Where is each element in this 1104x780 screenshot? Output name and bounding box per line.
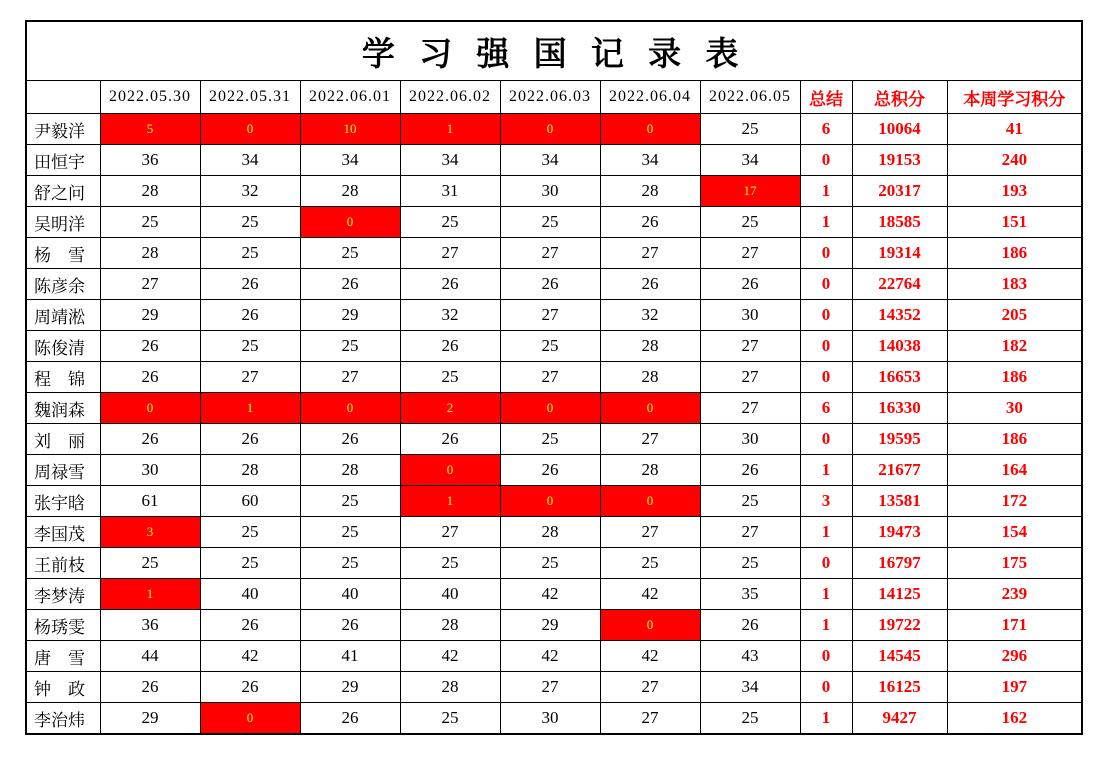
daily-score-highlighted: 0 bbox=[400, 455, 500, 486]
daily-score: 28 bbox=[600, 176, 700, 207]
daily-score: 31 bbox=[400, 176, 500, 207]
table-row bbox=[26, 114, 1082, 145]
daily-score: 27 bbox=[700, 517, 800, 548]
daily-score-highlighted: 1 bbox=[200, 393, 300, 424]
table-row bbox=[26, 703, 1082, 735]
daily-score: 25 bbox=[400, 207, 500, 238]
column-header-date: 2022.05.30 bbox=[100, 81, 200, 114]
daily-score-highlighted: 0 bbox=[100, 393, 200, 424]
daily-score: 26 bbox=[700, 610, 800, 641]
column-header-date: 2022.06.01 bbox=[300, 81, 400, 114]
table-body bbox=[26, 114, 1082, 735]
student-name: 杨琇雯 bbox=[26, 610, 100, 641]
total-points-value: 9427 bbox=[852, 703, 947, 735]
student-name: 李梦涛 bbox=[26, 579, 100, 610]
daily-score: 26 bbox=[200, 269, 300, 300]
daily-score: 25 bbox=[200, 548, 300, 579]
summary-value: 1 bbox=[800, 579, 852, 610]
daily-score: 26 bbox=[200, 424, 300, 455]
summary-value: 3 bbox=[800, 486, 852, 517]
table-row bbox=[26, 362, 1082, 393]
daily-score-highlighted: 2 bbox=[400, 393, 500, 424]
table-row bbox=[26, 176, 1082, 207]
daily-score: 40 bbox=[400, 579, 500, 610]
daily-score: 28 bbox=[100, 238, 200, 269]
daily-score: 26 bbox=[600, 269, 700, 300]
daily-score: 61 bbox=[100, 486, 200, 517]
daily-score: 36 bbox=[100, 145, 200, 176]
daily-score: 32 bbox=[400, 300, 500, 331]
daily-score: 29 bbox=[100, 703, 200, 735]
daily-score: 34 bbox=[300, 145, 400, 176]
total-points-value: 21677 bbox=[852, 455, 947, 486]
daily-score: 28 bbox=[600, 362, 700, 393]
summary-value: 1 bbox=[800, 517, 852, 548]
daily-score-highlighted: 0 bbox=[200, 114, 300, 145]
table-row bbox=[26, 455, 1082, 486]
daily-score: 34 bbox=[700, 672, 800, 703]
week-points-value: 162 bbox=[947, 703, 1082, 735]
daily-score: 25 bbox=[200, 331, 300, 362]
daily-score: 27 bbox=[700, 393, 800, 424]
table-row bbox=[26, 641, 1082, 672]
daily-score: 41 bbox=[300, 641, 400, 672]
summary-value: 6 bbox=[800, 393, 852, 424]
daily-score: 25 bbox=[300, 517, 400, 548]
daily-score: 26 bbox=[200, 672, 300, 703]
daily-score-highlighted: 1 bbox=[400, 486, 500, 517]
week-points-value: 296 bbox=[947, 641, 1082, 672]
student-name: 李国茂 bbox=[26, 517, 100, 548]
daily-score: 25 bbox=[100, 207, 200, 238]
total-points-value: 14038 bbox=[852, 331, 947, 362]
week-points-value: 183 bbox=[947, 269, 1082, 300]
daily-score: 27 bbox=[200, 362, 300, 393]
daily-score: 32 bbox=[600, 300, 700, 331]
daily-score: 27 bbox=[400, 517, 500, 548]
daily-score: 34 bbox=[500, 145, 600, 176]
daily-score: 34 bbox=[400, 145, 500, 176]
column-header-date: 2022.06.05 bbox=[700, 81, 800, 114]
daily-score: 34 bbox=[700, 145, 800, 176]
total-points-value: 20317 bbox=[852, 176, 947, 207]
daily-score: 25 bbox=[500, 424, 600, 455]
daily-score: 25 bbox=[300, 486, 400, 517]
student-name: 魏润森 bbox=[26, 393, 100, 424]
daily-score: 26 bbox=[400, 424, 500, 455]
daily-score: 40 bbox=[200, 579, 300, 610]
daily-score-highlighted: 0 bbox=[300, 207, 400, 238]
total-points-value: 19473 bbox=[852, 517, 947, 548]
daily-score: 26 bbox=[500, 455, 600, 486]
daily-score-highlighted: 0 bbox=[500, 114, 600, 145]
table-row bbox=[26, 331, 1082, 362]
daily-score: 27 bbox=[700, 362, 800, 393]
daily-score: 25 bbox=[700, 548, 800, 579]
daily-score: 25 bbox=[600, 548, 700, 579]
summary-value: 1 bbox=[800, 610, 852, 641]
student-name: 钟 政 bbox=[26, 672, 100, 703]
daily-score: 34 bbox=[600, 145, 700, 176]
table-row bbox=[26, 517, 1082, 548]
week-points-value: 41 bbox=[947, 114, 1082, 145]
table-row bbox=[26, 486, 1082, 517]
summary-value: 0 bbox=[800, 145, 852, 176]
daily-score-highlighted: 0 bbox=[600, 114, 700, 145]
daily-score: 28 bbox=[300, 176, 400, 207]
daily-score: 30 bbox=[500, 703, 600, 735]
week-points-value: 172 bbox=[947, 486, 1082, 517]
student-name: 吴明洋 bbox=[26, 207, 100, 238]
daily-score: 26 bbox=[300, 703, 400, 735]
daily-score-highlighted: 1 bbox=[400, 114, 500, 145]
daily-score: 25 bbox=[700, 114, 800, 145]
table-row bbox=[26, 269, 1082, 300]
daily-score: 26 bbox=[100, 331, 200, 362]
daily-score: 28 bbox=[400, 672, 500, 703]
student-name: 杨 雪 bbox=[26, 238, 100, 269]
daily-score: 25 bbox=[500, 331, 600, 362]
daily-score: 26 bbox=[200, 300, 300, 331]
student-name: 唐 雪 bbox=[26, 641, 100, 672]
total-points-value: 16797 bbox=[852, 548, 947, 579]
total-points-value: 16330 bbox=[852, 393, 947, 424]
daily-score-highlighted: 0 bbox=[500, 486, 600, 517]
daily-score: 29 bbox=[300, 300, 400, 331]
week-points-value: 186 bbox=[947, 362, 1082, 393]
summary-value: 0 bbox=[800, 424, 852, 455]
table-row bbox=[26, 548, 1082, 579]
week-points-value: 171 bbox=[947, 610, 1082, 641]
week-points-value: 240 bbox=[947, 145, 1082, 176]
daily-score: 25 bbox=[300, 238, 400, 269]
summary-value: 1 bbox=[800, 207, 852, 238]
daily-score: 25 bbox=[300, 331, 400, 362]
summary-value: 1 bbox=[800, 176, 852, 207]
daily-score-highlighted: 1 bbox=[100, 579, 200, 610]
daily-score-highlighted: 0 bbox=[200, 703, 300, 735]
total-points-value: 19153 bbox=[852, 145, 947, 176]
daily-score-highlighted: 0 bbox=[600, 393, 700, 424]
student-name: 陈俊清 bbox=[26, 331, 100, 362]
daily-score: 26 bbox=[300, 610, 400, 641]
week-points-value: 186 bbox=[947, 238, 1082, 269]
total-points-value: 19722 bbox=[852, 610, 947, 641]
total-points-value: 13581 bbox=[852, 486, 947, 517]
daily-score: 42 bbox=[500, 579, 600, 610]
study-record-table bbox=[25, 20, 1083, 735]
table-row bbox=[26, 579, 1082, 610]
summary-value: 0 bbox=[800, 548, 852, 579]
daily-score: 27 bbox=[300, 362, 400, 393]
daily-score: 26 bbox=[400, 331, 500, 362]
daily-score: 25 bbox=[300, 548, 400, 579]
table-row bbox=[26, 207, 1082, 238]
daily-score: 26 bbox=[700, 455, 800, 486]
daily-score: 42 bbox=[600, 641, 700, 672]
summary-value: 0 bbox=[800, 269, 852, 300]
daily-score: 28 bbox=[300, 455, 400, 486]
daily-score: 28 bbox=[100, 176, 200, 207]
daily-score: 27 bbox=[600, 672, 700, 703]
week-points-value: 186 bbox=[947, 424, 1082, 455]
total-points-value: 18585 bbox=[852, 207, 947, 238]
daily-score: 27 bbox=[400, 238, 500, 269]
daily-score: 26 bbox=[700, 269, 800, 300]
daily-score: 25 bbox=[700, 703, 800, 735]
column-header-date: 2022.06.04 bbox=[600, 81, 700, 114]
student-name: 周禄雪 bbox=[26, 455, 100, 486]
student-name: 李治炜 bbox=[26, 703, 100, 735]
daily-score: 43 bbox=[700, 641, 800, 672]
daily-score: 26 bbox=[400, 269, 500, 300]
total-points-value: 19314 bbox=[852, 238, 947, 269]
week-points-value: 175 bbox=[947, 548, 1082, 579]
daily-score: 25 bbox=[100, 548, 200, 579]
column-header-total-points: 总积分 bbox=[852, 81, 947, 114]
total-points-value: 14125 bbox=[852, 579, 947, 610]
daily-score: 28 bbox=[200, 455, 300, 486]
daily-score: 28 bbox=[500, 517, 600, 548]
student-name: 周靖淞 bbox=[26, 300, 100, 331]
total-points-value: 14545 bbox=[852, 641, 947, 672]
summary-value: 1 bbox=[800, 703, 852, 735]
daily-score: 28 bbox=[400, 610, 500, 641]
week-points-value: 239 bbox=[947, 579, 1082, 610]
table-row bbox=[26, 393, 1082, 424]
table-row bbox=[26, 672, 1082, 703]
student-name: 刘 丽 bbox=[26, 424, 100, 455]
daily-score-highlighted: 3 bbox=[100, 517, 200, 548]
daily-score: 26 bbox=[600, 207, 700, 238]
daily-score: 27 bbox=[500, 362, 600, 393]
daily-score: 25 bbox=[200, 207, 300, 238]
daily-score: 42 bbox=[200, 641, 300, 672]
summary-value: 0 bbox=[800, 238, 852, 269]
daily-score: 25 bbox=[700, 207, 800, 238]
daily-score: 30 bbox=[700, 424, 800, 455]
summary-value: 1 bbox=[800, 455, 852, 486]
total-points-value: 16653 bbox=[852, 362, 947, 393]
daily-score: 27 bbox=[500, 238, 600, 269]
daily-score: 26 bbox=[100, 672, 200, 703]
daily-score: 25 bbox=[200, 517, 300, 548]
table-row bbox=[26, 424, 1082, 455]
table-row bbox=[26, 300, 1082, 331]
student-name: 田恒宇 bbox=[26, 145, 100, 176]
daily-score: 28 bbox=[600, 455, 700, 486]
daily-score: 26 bbox=[100, 424, 200, 455]
total-points-value: 22764 bbox=[852, 269, 947, 300]
student-name: 程 锦 bbox=[26, 362, 100, 393]
daily-score: 35 bbox=[700, 579, 800, 610]
table-row bbox=[26, 610, 1082, 641]
student-name: 王前枝 bbox=[26, 548, 100, 579]
table-row bbox=[26, 145, 1082, 176]
daily-score: 26 bbox=[500, 269, 600, 300]
daily-score-highlighted: 17 bbox=[700, 176, 800, 207]
daily-score: 42 bbox=[400, 641, 500, 672]
daily-score: 28 bbox=[600, 331, 700, 362]
daily-score: 25 bbox=[400, 362, 500, 393]
summary-value: 6 bbox=[800, 114, 852, 145]
daily-score: 27 bbox=[500, 672, 600, 703]
column-header-week-points: 本周学习积分 bbox=[947, 81, 1082, 114]
week-points-value: 154 bbox=[947, 517, 1082, 548]
daily-score: 25 bbox=[700, 486, 800, 517]
daily-score: 27 bbox=[600, 517, 700, 548]
daily-score: 44 bbox=[100, 641, 200, 672]
column-header-date: 2022.05.31 bbox=[200, 81, 300, 114]
daily-score: 60 bbox=[200, 486, 300, 517]
daily-score: 34 bbox=[200, 145, 300, 176]
daily-score: 26 bbox=[300, 269, 400, 300]
daily-score-highlighted: 5 bbox=[100, 114, 200, 145]
daily-score-highlighted: 0 bbox=[600, 610, 700, 641]
column-header-date: 2022.06.02 bbox=[400, 81, 500, 114]
total-points-value: 19595 bbox=[852, 424, 947, 455]
daily-score: 30 bbox=[500, 176, 600, 207]
week-points-value: 205 bbox=[947, 300, 1082, 331]
daily-score: 27 bbox=[700, 238, 800, 269]
daily-score: 30 bbox=[100, 455, 200, 486]
daily-score: 25 bbox=[400, 548, 500, 579]
daily-score: 25 bbox=[400, 703, 500, 735]
daily-score: 27 bbox=[700, 331, 800, 362]
week-points-value: 164 bbox=[947, 455, 1082, 486]
table-header-row bbox=[26, 81, 1082, 114]
daily-score: 42 bbox=[600, 579, 700, 610]
student-name: 陈彦余 bbox=[26, 269, 100, 300]
daily-score-highlighted: 0 bbox=[300, 393, 400, 424]
daily-score: 40 bbox=[300, 579, 400, 610]
daily-score: 26 bbox=[300, 424, 400, 455]
week-points-value: 151 bbox=[947, 207, 1082, 238]
daily-score: 36 bbox=[100, 610, 200, 641]
daily-score: 25 bbox=[500, 548, 600, 579]
daily-score: 26 bbox=[200, 610, 300, 641]
total-points-value: 16125 bbox=[852, 672, 947, 703]
name-column-header bbox=[26, 81, 100, 114]
daily-score: 27 bbox=[600, 238, 700, 269]
total-points-value: 14352 bbox=[852, 300, 947, 331]
week-points-value: 197 bbox=[947, 672, 1082, 703]
student-name: 尹毅洋 bbox=[26, 114, 100, 145]
daily-score: 29 bbox=[300, 672, 400, 703]
week-points-value: 193 bbox=[947, 176, 1082, 207]
daily-score: 26 bbox=[100, 362, 200, 393]
title-row bbox=[26, 21, 1082, 81]
summary-value: 0 bbox=[800, 672, 852, 703]
daily-score: 27 bbox=[500, 300, 600, 331]
student-name: 舒之问 bbox=[26, 176, 100, 207]
daily-score-highlighted: 0 bbox=[600, 486, 700, 517]
daily-score: 25 bbox=[200, 238, 300, 269]
week-points-value: 30 bbox=[947, 393, 1082, 424]
daily-score-highlighted: 10 bbox=[300, 114, 400, 145]
daily-score: 27 bbox=[600, 424, 700, 455]
total-points-value: 10064 bbox=[852, 114, 947, 145]
daily-score: 32 bbox=[200, 176, 300, 207]
column-header-summary: 总结 bbox=[800, 81, 852, 114]
daily-score: 29 bbox=[500, 610, 600, 641]
daily-score: 27 bbox=[600, 703, 700, 735]
summary-value: 0 bbox=[800, 362, 852, 393]
daily-score: 25 bbox=[500, 207, 600, 238]
week-points-value: 182 bbox=[947, 331, 1082, 362]
summary-value: 0 bbox=[800, 331, 852, 362]
daily-score: 30 bbox=[700, 300, 800, 331]
daily-score: 29 bbox=[100, 300, 200, 331]
daily-score: 27 bbox=[100, 269, 200, 300]
student-name: 张宇晗 bbox=[26, 486, 100, 517]
daily-score: 42 bbox=[500, 641, 600, 672]
page-title: 学 习 强 国 记 录 表 bbox=[26, 21, 1082, 81]
summary-value: 0 bbox=[800, 641, 852, 672]
column-header-date: 2022.06.03 bbox=[500, 81, 600, 114]
table-row bbox=[26, 238, 1082, 269]
summary-value: 0 bbox=[800, 300, 852, 331]
daily-score-highlighted: 0 bbox=[500, 393, 600, 424]
